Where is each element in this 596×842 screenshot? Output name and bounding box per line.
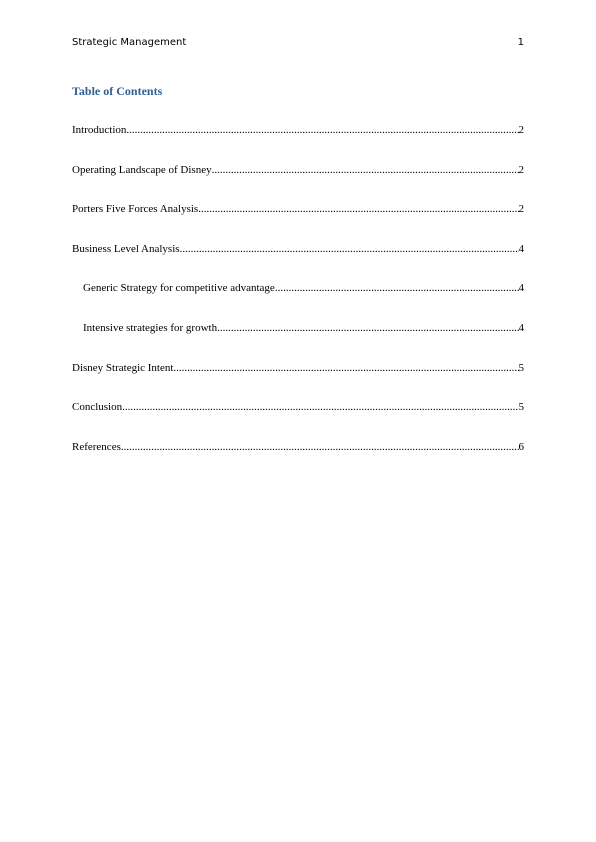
toc-entry-page: 4 [518,321,524,334]
toc-entry-label: Business Level Analysis [72,242,180,255]
toc-entry[interactable] [72,162,524,178]
toc-entry-label: References [72,440,121,453]
toc-leader-dots [122,399,518,415]
toc-leader-dots [212,162,519,178]
toc-entry[interactable] [72,399,524,415]
toc-entry-subsection[interactable] [72,280,524,296]
toc-leader-dots [198,201,518,217]
toc-entry[interactable] [72,439,524,455]
toc-entry-label: Disney Strategic Intent [72,361,174,374]
toc-leader-dots [217,320,518,336]
toc-entry-page: 5 [518,401,524,414]
toc-entry-page: 4 [518,282,524,295]
toc-leader-dots [173,360,518,376]
toc-heading: Table of Contents [72,84,163,98]
toc-leader-dots [180,241,519,257]
toc-entry[interactable] [72,122,524,138]
toc-entry-page: 2 [518,124,524,136]
toc-entry-label: Porters Five Forces Analysis [72,203,199,216]
toc-entry-page: 6 [518,440,524,453]
toc-leader-dots [121,439,519,455]
toc-entry-label: Generic Strategy for competitive advantage [83,282,275,295]
toc-entry-label: Intensive strategies for growth [83,321,218,334]
header-page-number: 1 [517,37,524,48]
toc-entry-page: 2 [518,203,524,216]
toc-entry-page: 4 [518,242,524,255]
toc-entry[interactable] [72,241,524,257]
toc-entry-label: Operating Landscape of Disney [72,163,212,176]
toc-leader-dots [126,122,518,138]
toc-entry-label: Introduction [72,124,127,136]
header-title: Strategic Management [72,37,187,48]
toc-entry-subsection[interactable] [72,320,524,336]
toc-entry[interactable] [72,360,524,376]
page-header [72,36,524,50]
toc-entry-page: 5 [518,361,524,374]
toc-entry-label: Conclusion [72,401,123,414]
toc-entry[interactable] [72,201,524,217]
toc-leader-dots [275,280,519,296]
toc-entry-page: 2 [518,163,524,176]
toc-list [72,122,524,478]
